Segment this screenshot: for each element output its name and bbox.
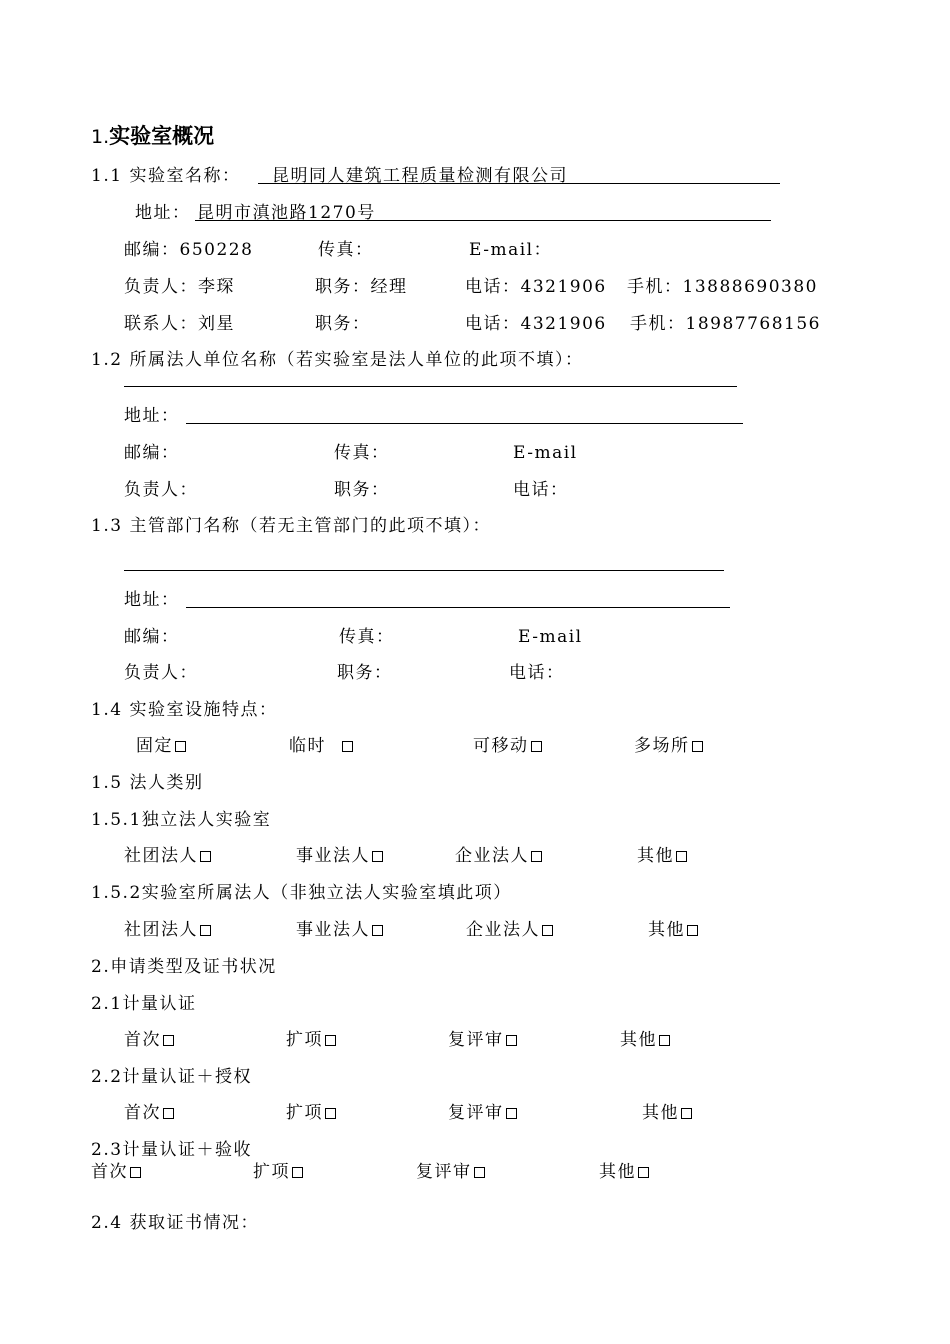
checkbox-icon[interactable] xyxy=(692,741,703,752)
legal-unit-title: 1.2 所属法人单位名称（若实验室是法人单位的此项不填）： xyxy=(91,350,584,370)
authority-name-line[interactable] xyxy=(124,570,724,571)
metrology-accept-option-expand[interactable]: 扩项 xyxy=(253,1162,303,1182)
checkbox-icon[interactable] xyxy=(681,1108,692,1119)
checkbox-icon[interactable] xyxy=(163,1035,174,1046)
checkbox-icon[interactable] xyxy=(687,925,698,936)
checkbox-icon[interactable] xyxy=(163,1108,174,1119)
authority-fax[interactable]: 传真： xyxy=(339,627,395,647)
certificate-status-title: 2.4 获取证书情况： xyxy=(91,1213,259,1233)
authority-address-line[interactable] xyxy=(186,607,730,608)
checkbox-icon[interactable] xyxy=(372,925,383,936)
metrology-auth-title: 2.2计量认证＋授权 xyxy=(91,1067,253,1087)
metrology-cert-title: 2.1计量认证 xyxy=(91,994,197,1014)
lab-name-underline xyxy=(258,183,780,184)
section-heading xyxy=(91,124,214,149)
checkbox-icon[interactable] xyxy=(292,1167,303,1178)
affiliated-option-other[interactable]: 其他 xyxy=(648,920,698,940)
metrology-auth-option-review[interactable]: 复评审 xyxy=(448,1103,517,1123)
lab-email[interactable]: E-mail： xyxy=(469,240,553,260)
facility-title: 1.4 实验室设施特点： xyxy=(91,700,278,720)
metrology-accept-title: 2.3计量认证＋验收 xyxy=(91,1140,253,1160)
metrology-auth-option-first[interactable]: 首次 xyxy=(124,1103,174,1123)
checkbox-icon[interactable] xyxy=(325,1035,336,1046)
lab-contact-title[interactable]: 职务： xyxy=(315,314,371,334)
authority-email[interactable]: E-mail xyxy=(518,627,583,647)
metrology-accept-option-other[interactable]: 其他 xyxy=(599,1162,649,1182)
facility-option-fixed[interactable]: 固定 xyxy=(136,736,186,756)
lab-head-phone[interactable]: 电话：4321906 xyxy=(465,277,607,297)
lab-name-value[interactable]: 昆明同人建筑工程质量检测有限公司 xyxy=(272,166,568,186)
section-number: 1. xyxy=(91,126,110,148)
legal-unit-email[interactable]: E-mail xyxy=(513,443,578,463)
checkbox-icon[interactable] xyxy=(342,741,353,752)
legal-unit-postcode[interactable]: 邮编： xyxy=(124,443,180,463)
lab-address-value[interactable]: 昆明市滇池路1270号 xyxy=(197,203,376,223)
independent-option-enterprise[interactable]: 企业法人 xyxy=(455,846,542,866)
checkbox-icon[interactable] xyxy=(659,1035,670,1046)
facility-option-multisite[interactable]: 多场所 xyxy=(634,736,703,756)
lab-address-underline xyxy=(195,220,771,221)
authority-title-field[interactable]: 职务： xyxy=(337,663,393,683)
metrology-option-other[interactable]: 其他 xyxy=(620,1030,670,1050)
checkbox-icon[interactable] xyxy=(130,1167,141,1178)
application-type-title: 2.申请类型及证书状况 xyxy=(91,957,277,977)
affiliated-option-social[interactable]: 社团法人 xyxy=(124,920,211,940)
legal-unit-title-field[interactable]: 职务： xyxy=(334,480,390,500)
affiliated-option-institution[interactable]: 事业法人 xyxy=(296,920,383,940)
metrology-accept-option-first[interactable]: 首次 xyxy=(91,1162,141,1182)
independent-option-social[interactable]: 社团法人 xyxy=(124,846,211,866)
checkbox-icon[interactable] xyxy=(325,1108,336,1119)
checkbox-icon[interactable] xyxy=(474,1167,485,1178)
authority-head[interactable]: 负责人： xyxy=(124,663,198,683)
metrology-option-review[interactable]: 复评审 xyxy=(448,1030,517,1050)
metrology-option-expand[interactable]: 扩项 xyxy=(286,1030,336,1050)
legal-unit-name-line[interactable] xyxy=(124,386,737,387)
facility-option-mobile[interactable]: 可移动 xyxy=(473,736,542,756)
authority-phone[interactable]: 电话： xyxy=(509,663,565,683)
lab-contact-mobile[interactable]: 手机：18987768156 xyxy=(630,314,821,334)
legal-unit-address-line[interactable] xyxy=(186,423,743,424)
metrology-accept-option-review[interactable]: 复评审 xyxy=(416,1162,485,1182)
independent-option-institution[interactable]: 事业法人 xyxy=(296,846,383,866)
metrology-option-first[interactable]: 首次 xyxy=(124,1030,174,1050)
checkbox-icon[interactable] xyxy=(200,925,211,936)
lab-address-label: 地址： xyxy=(135,203,191,223)
section-title: 实验室概况 xyxy=(109,124,215,148)
metrology-auth-option-other[interactable]: 其他 xyxy=(642,1103,692,1123)
checkbox-icon[interactable] xyxy=(542,925,553,936)
facility-option-temporary[interactable]: 临时 xyxy=(289,736,353,756)
lab-postcode[interactable]: 邮编：650228 xyxy=(124,240,254,260)
lab-contact-person[interactable]: 联系人：刘星 xyxy=(124,314,235,334)
checkbox-icon[interactable] xyxy=(531,741,542,752)
checkbox-icon[interactable] xyxy=(638,1167,649,1178)
checkbox-icon[interactable] xyxy=(200,851,211,862)
authority-address-label: 地址： xyxy=(124,590,180,610)
legal-unit-head[interactable]: 负责人： xyxy=(124,480,198,500)
lab-head-title[interactable]: 职务：经理 xyxy=(315,277,408,297)
legal-unit-address-label: 地址： xyxy=(124,406,180,426)
lab-name-label: 1.1 实验室名称： xyxy=(91,166,241,186)
independent-lab-title: 1.5.1独立法人实验室 xyxy=(91,810,272,830)
legal-unit-fax[interactable]: 传真： xyxy=(334,443,390,463)
checkbox-icon[interactable] xyxy=(372,851,383,862)
checkbox-icon[interactable] xyxy=(506,1108,517,1119)
checkbox-icon[interactable] xyxy=(506,1035,517,1046)
affiliated-lab-title: 1.5.2实验室所属法人（非独立法人实验室填此项） xyxy=(91,883,512,903)
authority-title: 1.3 主管部门名称（若无主管部门的此项不填）： xyxy=(91,516,491,536)
lab-head-mobile[interactable]: 手机：13888690380 xyxy=(627,277,818,297)
authority-postcode[interactable]: 邮编： xyxy=(124,627,180,647)
lab-fax[interactable]: 传真： xyxy=(318,240,374,260)
lab-head-person[interactable]: 负责人：李琛 xyxy=(124,277,235,297)
checkbox-icon[interactable] xyxy=(676,851,687,862)
legal-unit-phone[interactable]: 电话： xyxy=(513,480,569,500)
checkbox-icon[interactable] xyxy=(175,741,186,752)
lab-contact-phone[interactable]: 电话：4321906 xyxy=(465,314,607,334)
legal-category-title: 1.5 法人类别 xyxy=(91,773,204,793)
metrology-auth-option-expand[interactable]: 扩项 xyxy=(286,1103,336,1123)
affiliated-option-enterprise[interactable]: 企业法人 xyxy=(466,920,553,940)
independent-option-other[interactable]: 其他 xyxy=(637,846,687,866)
checkbox-icon[interactable] xyxy=(531,851,542,862)
